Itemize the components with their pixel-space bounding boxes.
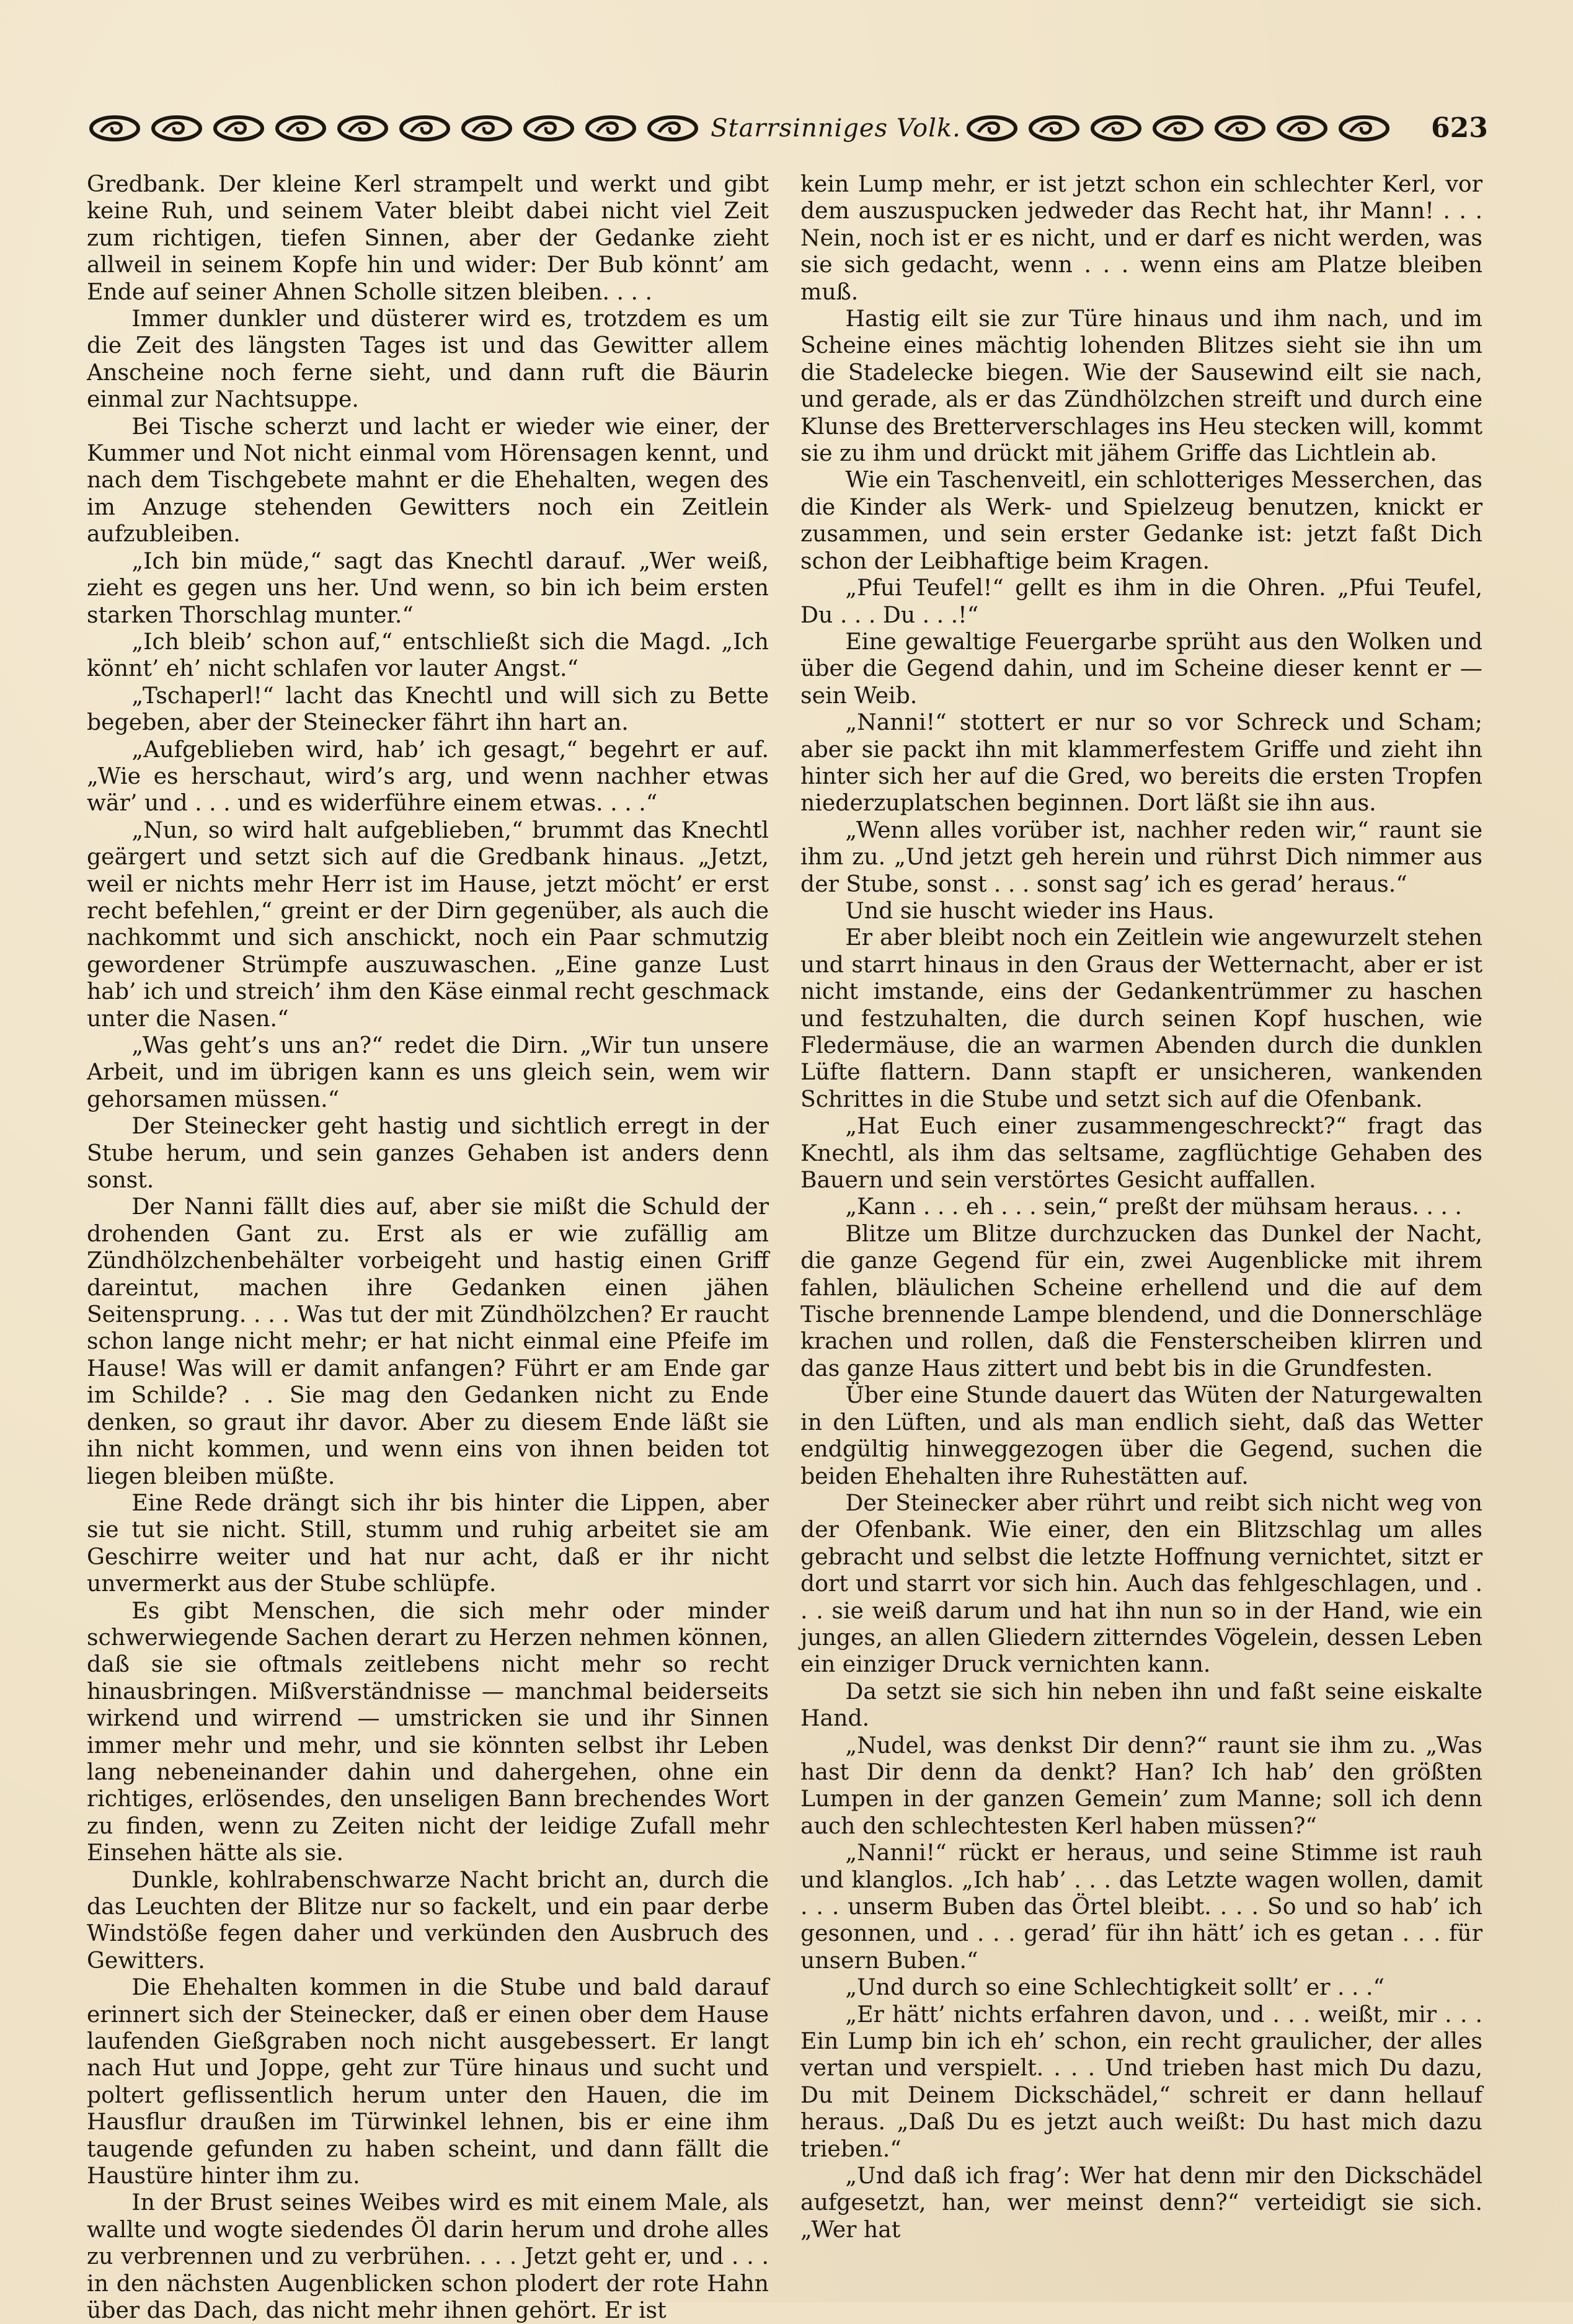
paragraph: Eine gewaltige Feuergarbe sprüht aus den Wolken und über die Gegend dahin, und im Scheine dieser kennt er — sein Weib.: [800, 628, 1482, 709]
paragraph: Blitze um Blitze durchzucken das Dunkel der Nacht, die ganze Gegend für ein, zwei Augenblicke mit ihrem fahlen, bläulichen Scheine erhellend und die auf dem Tische brennende Lampe blendend, und die Donnerschläge krachen und rollen, daß die Fensterscheiben klirren und das ganze Haus zittert und bebt bis in die Grundfesten.: [800, 1220, 1482, 1382]
paragraph: Es gibt Menschen, die sich mehr oder minder schwerwiegende Sachen derart zu Herzen nehmen können, daß sie sie oftmals zeitlebens nicht mehr so recht hinausbringen. Mißverständnisse — manchmal beiderseits wirkend und wirrend — umstricken sie und ihr Sinnen immer mehr und mehr, und sie könnten selbst ihr Leben lang nebeneinander dahin und dahergehen, ohne ein richtiges, erlösendes, den unseligen Bann brechendes Wort zu finden, wenn zu Zeiten nicht der leidige Zufall mehr Einsehen hätte als sie.: [87, 1597, 769, 1866]
paragraph: „Tschaperl!“ lacht das Knechtl und will sich zu Bette begeben, aber der Steinecker fährt ihn hart an.: [87, 681, 769, 736]
swirl-ornament-right-icon: [964, 113, 1419, 144]
paragraph: Wie ein Taschenveitl, ein schlotteriges Messerchen, das die Kinder als Werk- und Spielzeug benutzen, knickt er zusammen, und sein erster Gedanke ist: jetzt faßt Dich schon der Leibhaftige beim Kragen.: [800, 466, 1482, 574]
paragraph: „Hat Euch einer zusammengeschreckt?“ fragt das Knechtl, als ihm das seltsame, zagflüchtige Gehaben des Bauern und sein verstörtes Gesicht auffallen.: [800, 1112, 1482, 1194]
paragraph: Bei Tische scherzt und lacht er wieder wie einer, der Kummer und Not nicht einmal vom Hörensagen kennt, und nach dem Tischgebete mahnt er die Ehehalten, wegen des im Anzuge stehenden Gewitters noch ein Zeitlein aufzubleiben.: [87, 412, 769, 548]
paragraph: „Was geht’s uns an?“ redet die Dirn. „Wir tun unsere Arbeit, und im übrigen kann es uns gleich sein, wem wir gehorsamen müssen.“: [87, 1032, 769, 1112]
paragraph: „Ich bleib’ schon auf,“ entschließt sich die Magd. „Ich könnt’ eh’ nicht schlafen vor lauter Angst.“: [87, 628, 769, 682]
paragraph: Über eine Stunde dauert das Wüten der Naturgewalten in den Lüften, und als man endlich sieht, daß das Wetter endgültig hinweggezogen über die Gegend, suchen die beiden Ehehalten ihre Ruhestätten auf.: [800, 1382, 1482, 1489]
text-column-right: [800, 171, 1482, 2243]
paragraph: Die Ehehalten kommen in die Stube und bald darauf erinnert sich der Steinecker, daß er einen ober dem Hause laufenden Gießgraben noch nicht ausgebessert. Er langt nach Hut und Joppe, geht zur Türe hinaus und sucht und poltert geflissentlich herum unter den Hauen, die im Hausflur draußen im Türwinkel lehnen, bis er eine ihm taugende gefunden zu haben scheint, und dann fällt die Haustüre hinter ihm zu.: [87, 1974, 769, 2189]
paragraph: „Nanni!“ stottert er nur so vor Schreck und Scham; aber sie packt ihn mit klammerfestem Griffe und zieht ihn hinter sich her auf die Gred, wo bereits die ersten Tropfen niederzuplatschen beginnen. Dort läßt sie ihn aus.: [800, 709, 1482, 817]
paragraph: Gredbank. Der kleine Kerl strampelt und werkt und gibt keine Ruh, und seinem Vater bleibt dabei nicht viel Zeit zum richtigen, tiefen Sinnen, aber der Gedanke zieht allweil in seinem Kopfe hin und wider: Der Bub könnt’ am Ende auf seiner Ahnen Scholle sitzen bleiben. . . .: [87, 171, 769, 305]
paragraph: „Und durch so eine Schlechtigkeit sollt’ er . . .“: [845, 1974, 1385, 2001]
paragraph: „Kann . . . eh . . . sein,“ preßt der mühsam heraus. . . .: [845, 1193, 1462, 1220]
paragraph: Der Steinecker geht hastig und sichtlich erregt in der Stube herum, und sein ganzes Gehaben ist anders denn sonst.: [87, 1112, 769, 1194]
paragraph: Hastig eilt sie zur Türe hinaus und ihm nach, und im Scheine eines mächtig lohenden Blitzes sieht sie ihn um die Stadelecke biegen. Wie der Sausewind eilt sie nach, und gerade, als er das Zündhölzchen streift und durch eine Klunse des Bretterverschlages ins Heu stecken will, kommt sie zu ihm und drückt mit jähem Griffe das Lichtlein ab.: [800, 305, 1482, 467]
text-column-left: [87, 171, 769, 2324]
paragraph: „Pfui Teufel!“ gellt es ihm in die Ohren. „Pfui Teufel, Du . . . Du . . .!“: [800, 574, 1482, 628]
paragraph: Der Steinecker aber rührt und reibt sich nicht weg von der Ofenbank. Wie einer, den ein Blitzschlag um alles gebracht und selbst die letzte Hoffnung vernichtet, sitzt er dort und starrt vor sich hin. Auch das fehlgeschlagen, und . . . sie weiß darum und hat ihn nun so in der Hand, wie ein junges, an allen Gliedern zitterndes Vögelein, dessen Leben ein einziger Druck vernichten kann.: [800, 1489, 1482, 1678]
paragraph: „Und daß ich frag’: Wer hat denn mir den Dickschädel aufgesetzt, han, wer meinst denn?“ verteidigt sie sich. „Wer hat: [800, 2162, 1482, 2243]
paragraph: In der Brust seines Weibes wird es mit einem Male, als wallte und wogte siedendes Öl darin herum und drohe alles zu verbrennen und zu verbrühen. . . . Jetzt geht er, und . . . in den nächsten Augenblicken schon plodert der rote Hahn über das Dach, das nicht mehr ihnen gehört. Er ist: [87, 2189, 769, 2324]
paragraph: Und sie huscht wieder ins Haus.: [845, 897, 1215, 924]
paragraph: Dunkle, kohlrabenschwarze Nacht bricht an, durch die das Leuchten der Blitze nur so fackelt, und ein paar derbe Windstöße fegen daher und verkünden den Ausbruch des Gewitters.: [87, 1866, 769, 1974]
page-header: [87, 107, 1486, 150]
paragraph: „Nanni!“ rückt er heraus, und seine Stimme ist rauh und klanglos. „Ich hab’ . . . das Letzte wagen wollen, damit . . . unserm Buben das Örtel bleibt. . . . So und so hab’ ich gesonnen, und . . . gerad’ für ihn hätt’ ich es getan . . . für unsern Buben.“: [800, 1839, 1482, 1974]
paragraph: Er aber bleibt noch ein Zeitlein wie angewurzelt stehen und starrt hinaus in den Graus der Wetternacht, aber er ist nicht imstande, eins der Gedankentrümmer zu haschen und festzuhalten, die durch seinen Kopf huschen, wie Fledermäuse, die an warmen Abenden durch die dunklen Lüfte flattern. Dann stapft er unsicheren, wankenden Schrittes in die Stube und setzt sich auf die Ofenbank.: [800, 924, 1482, 1112]
paragraph: „Nudel, was denkst Dir denn?“ raunt sie ihm zu. „Was hast Dir denn da denkt? Han? Ich hab’ den größten Lumpen in der ganzen Gemein’ zum Manne; soll ich denn auch den schlechtesten Kerl haben müssen?“: [800, 1731, 1482, 1839]
paragraph: Eine Rede drängt sich ihr bis hinter die Lippen, aber sie tut sie nicht. Still, stumm und ruhig arbeitet sie am Geschirre weiter und hat nur acht, daß er ihr nicht unvermerkt aus der Stube schlüpfe.: [87, 1489, 769, 1597]
paragraph: Der Nanni fällt dies auf, aber sie mißt die Schuld der drohenden Gant zu. Erst als er wie zufällig am Zündhölzchenbehälter vorbeigeht und hastig einen Griff dareintut, machen ihre Gedanken einen jähen Seitensprung. . . . Was tut der mit Zündhölzchen? Er raucht schon lange nicht mehr; er hat nicht einmal eine Pfeife im Hause! Was will er damit anfangen? Führt er am Ende gar im Schilde? . . Sie mag den Gedanken nicht zu Ende denken, so graut ihr davor. Aber zu diesem Ende läßt sie ihn nicht kommen, und wenn eins von ihnen beiden tot liegen bleiben müßte.: [87, 1193, 769, 1489]
paragraph: „Aufgeblieben wird, hab’ ich gesagt,“ begehrt er auf. „Wie es herschaut, wird’s arg, und wenn nachher etwas wär’ und . . . und es widerführe einem etwas. . . .“: [87, 735, 769, 817]
swirl-ornament-left-icon: [87, 113, 707, 144]
paragraph: „Er hätt’ nichts erfahren davon, und . . . weißt, mir . . . Ein Lump bin ich eh’ schon, ein recht graulicher, der alles vertan und verspielt. . . . Und trieben hast mich Du dazu, Du mit Deinem Dickschädel,“ schreit er dann hellauf heraus. „Daß Du es jetzt auch weißt: Du hast mich dazu trieben.“: [800, 2000, 1482, 2162]
paragraph: „Wenn alles vorüber ist, nachher reden wir,“ raunt sie ihm zu. „Und jetzt geh herein und rührst Dich nimmer aus der Stube, sonst . . . sonst sag’ ich es gerad’ heraus.“: [800, 816, 1482, 897]
paragraph: kein Lump mehr, er ist jetzt schon ein schlechter Kerl, vor dem auszuspucken jedweder das Recht hat, ihr Mann! . . . Nein, noch ist er es nicht, und er darf es nicht werden, was sie sich gedacht, wenn . . . wenn eins am Platze bleiben muß.: [800, 171, 1482, 305]
paragraph: Immer dunkler und düsterer wird es, trotzdem es um die Zeit des längsten Tages ist und das Gewitter allem Anscheine noch ferne sieht, und dann ruft die Bäurin einmal zur Nachtsuppe.: [87, 305, 769, 413]
page-number: 623: [1431, 112, 1488, 144]
paragraph: „Nun, so wird halt aufgeblieben,“ brummt das Knechtl geärgert und setzt sich auf die Gredbank hinaus. „Jetzt, weil er nichts mehr Herr ist im Hause, jetzt möcht’ er erst recht befehlen,“ greint er der Dirn gegenüber, als auch die nachkommt und sich anschickt, noch ein Paar schmutzig gewordener Strümpfe auszuwaschen. „Eine ganze Lust hab’ ich und streich’ ihm den Käse einmal recht geschmack unter die Nasen.“: [87, 816, 769, 1032]
running-title: Starrsinniges Volk.: [711, 114, 961, 143]
paragraph: Da setzt sie sich hin neben ihn und faßt seine eiskalte Hand.: [800, 1677, 1482, 1732]
paragraph: „Ich bin müde,“ sagt das Knechtl darauf. „Wer weiß, zieht es gegen uns her. Und wenn, so bin ich beim ersten starken Thorschlag munter.“: [87, 547, 769, 628]
